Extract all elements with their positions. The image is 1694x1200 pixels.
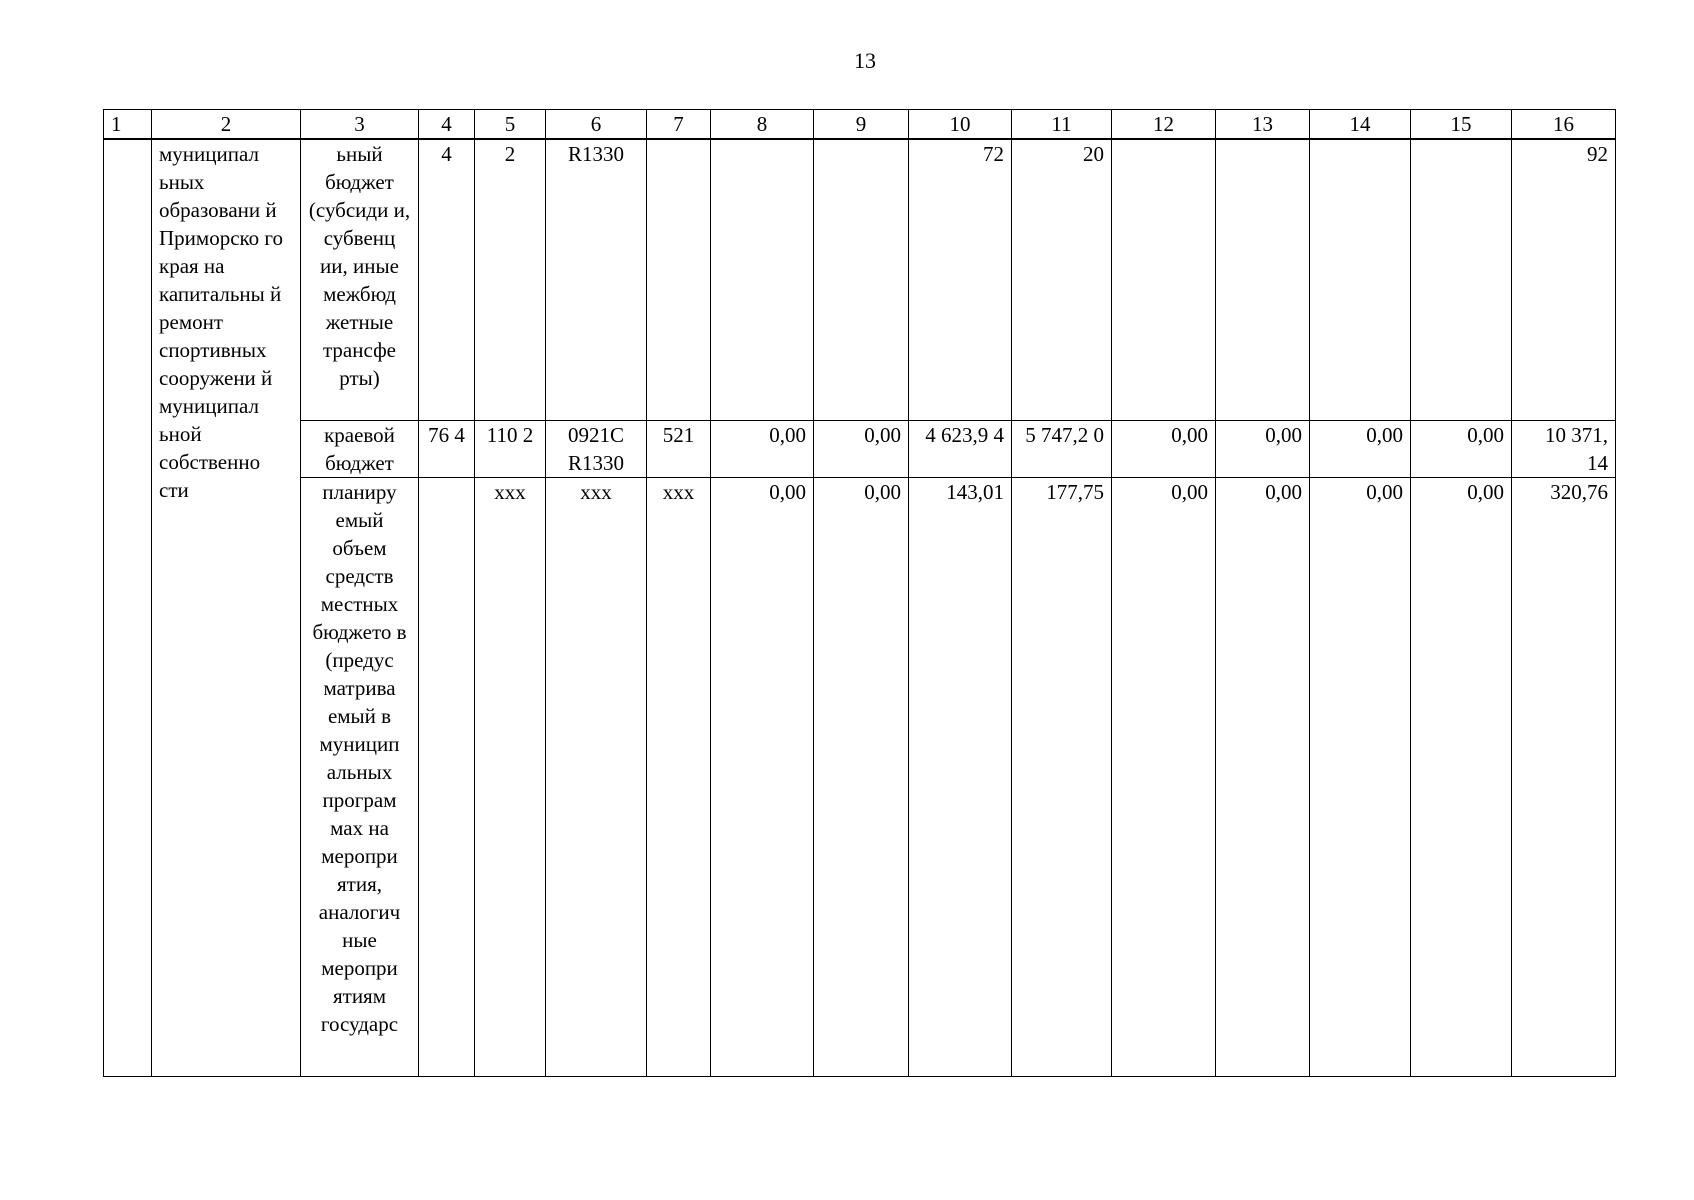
header-cell-15: 15 <box>1411 110 1512 140</box>
header-cell-4: 4 <box>419 110 475 140</box>
cell-col14: 0,00 <box>1310 421 1411 478</box>
cell-col12 <box>1112 139 1216 421</box>
header-cell-11: 11 <box>1012 110 1112 140</box>
header-cell-1: 1 <box>104 110 152 140</box>
cell-col16: 320,76 <box>1512 478 1616 1077</box>
header-row <box>104 110 1616 140</box>
row-number-cell <box>104 139 152 1077</box>
cell-col4: 76 4 <box>419 421 475 478</box>
cell-col15: 0,00 <box>1411 421 1512 478</box>
cell-col12: 0,00 <box>1112 421 1216 478</box>
cell-col16: 10 371, 14 <box>1512 421 1616 478</box>
cell-col14: 0,00 <box>1310 478 1411 1077</box>
cell-col10: 143,01 <box>909 478 1012 1077</box>
funding-source-cell: краевой бюджет <box>301 421 419 478</box>
cell-col10: 4 623,9 4 <box>909 421 1012 478</box>
page-number: 13 <box>854 48 876 73</box>
header-cell-5: 5 <box>475 110 546 140</box>
funding-source-cell: ьный бюджет (субсиди и, субвенц ии, иные межбюд жетные трансфе рты) <box>301 139 419 421</box>
header-cell-3: 3 <box>301 110 419 140</box>
cell-col16: 92 <box>1512 139 1616 421</box>
cell-col9 <box>814 139 909 421</box>
cell-col12: 0,00 <box>1112 478 1216 1077</box>
measure-name-cell: муниципал ьных образовани й Приморско го края на капитальны й ремонт спортивных сооружени й муниципал ьной собственно сти <box>152 139 301 1077</box>
cell-col6: ххх <box>546 478 647 1077</box>
cell-col8: 0,00 <box>711 421 814 478</box>
header-cell-8: 8 <box>711 110 814 140</box>
cell-col7: ххх <box>647 478 711 1077</box>
header-cell-16: 16 <box>1512 110 1616 140</box>
cell-col15 <box>1411 139 1512 421</box>
budget-table <box>103 109 1616 1077</box>
cell-col5: 2 <box>475 139 546 421</box>
cell-col11: 5 747,2 0 <box>1012 421 1112 478</box>
cell-col7 <box>647 139 711 421</box>
cell-col13: 0,00 <box>1216 421 1310 478</box>
cell-col10: 72 <box>909 139 1012 421</box>
cell-col11: 177,75 <box>1012 478 1112 1077</box>
cell-col9: 0,00 <box>814 478 909 1077</box>
cell-col8: 0,00 <box>711 478 814 1077</box>
cell-col7: 521 <box>647 421 711 478</box>
table-row <box>104 421 1616 478</box>
cell-col9: 0,00 <box>814 421 909 478</box>
cell-col13: 0,00 <box>1216 478 1310 1077</box>
cell-col8 <box>711 139 814 421</box>
cell-col5: 110 2 <box>475 421 546 478</box>
cell-col6: R1330 <box>546 139 647 421</box>
cell-col11: 20 <box>1012 139 1112 421</box>
header-cell-6: 6 <box>546 110 647 140</box>
table-row <box>104 478 1616 1077</box>
cell-col6: 0921С R1330 <box>546 421 647 478</box>
header-cell-9: 9 <box>814 110 909 140</box>
header-cell-14: 14 <box>1310 110 1411 140</box>
cell-col14 <box>1310 139 1411 421</box>
header-cell-12: 12 <box>1112 110 1216 140</box>
cell-col13 <box>1216 139 1310 421</box>
cell-col4: 4 <box>419 139 475 421</box>
cell-col15: 0,00 <box>1411 478 1512 1077</box>
cell-col5: ххх <box>475 478 546 1077</box>
header-cell-7: 7 <box>647 110 711 140</box>
header-cell-13: 13 <box>1216 110 1310 140</box>
table-row <box>104 139 1616 421</box>
header-cell-10: 10 <box>909 110 1012 140</box>
header-cell-2: 2 <box>152 110 301 140</box>
funding-source-cell: планиру емый объем средств местных бюджето в (предус матрива емый в муницип альных програм мах на меропри ятия, аналогич ные меропри ятиям государс <box>301 478 419 1077</box>
cell-col4 <box>419 478 475 1077</box>
